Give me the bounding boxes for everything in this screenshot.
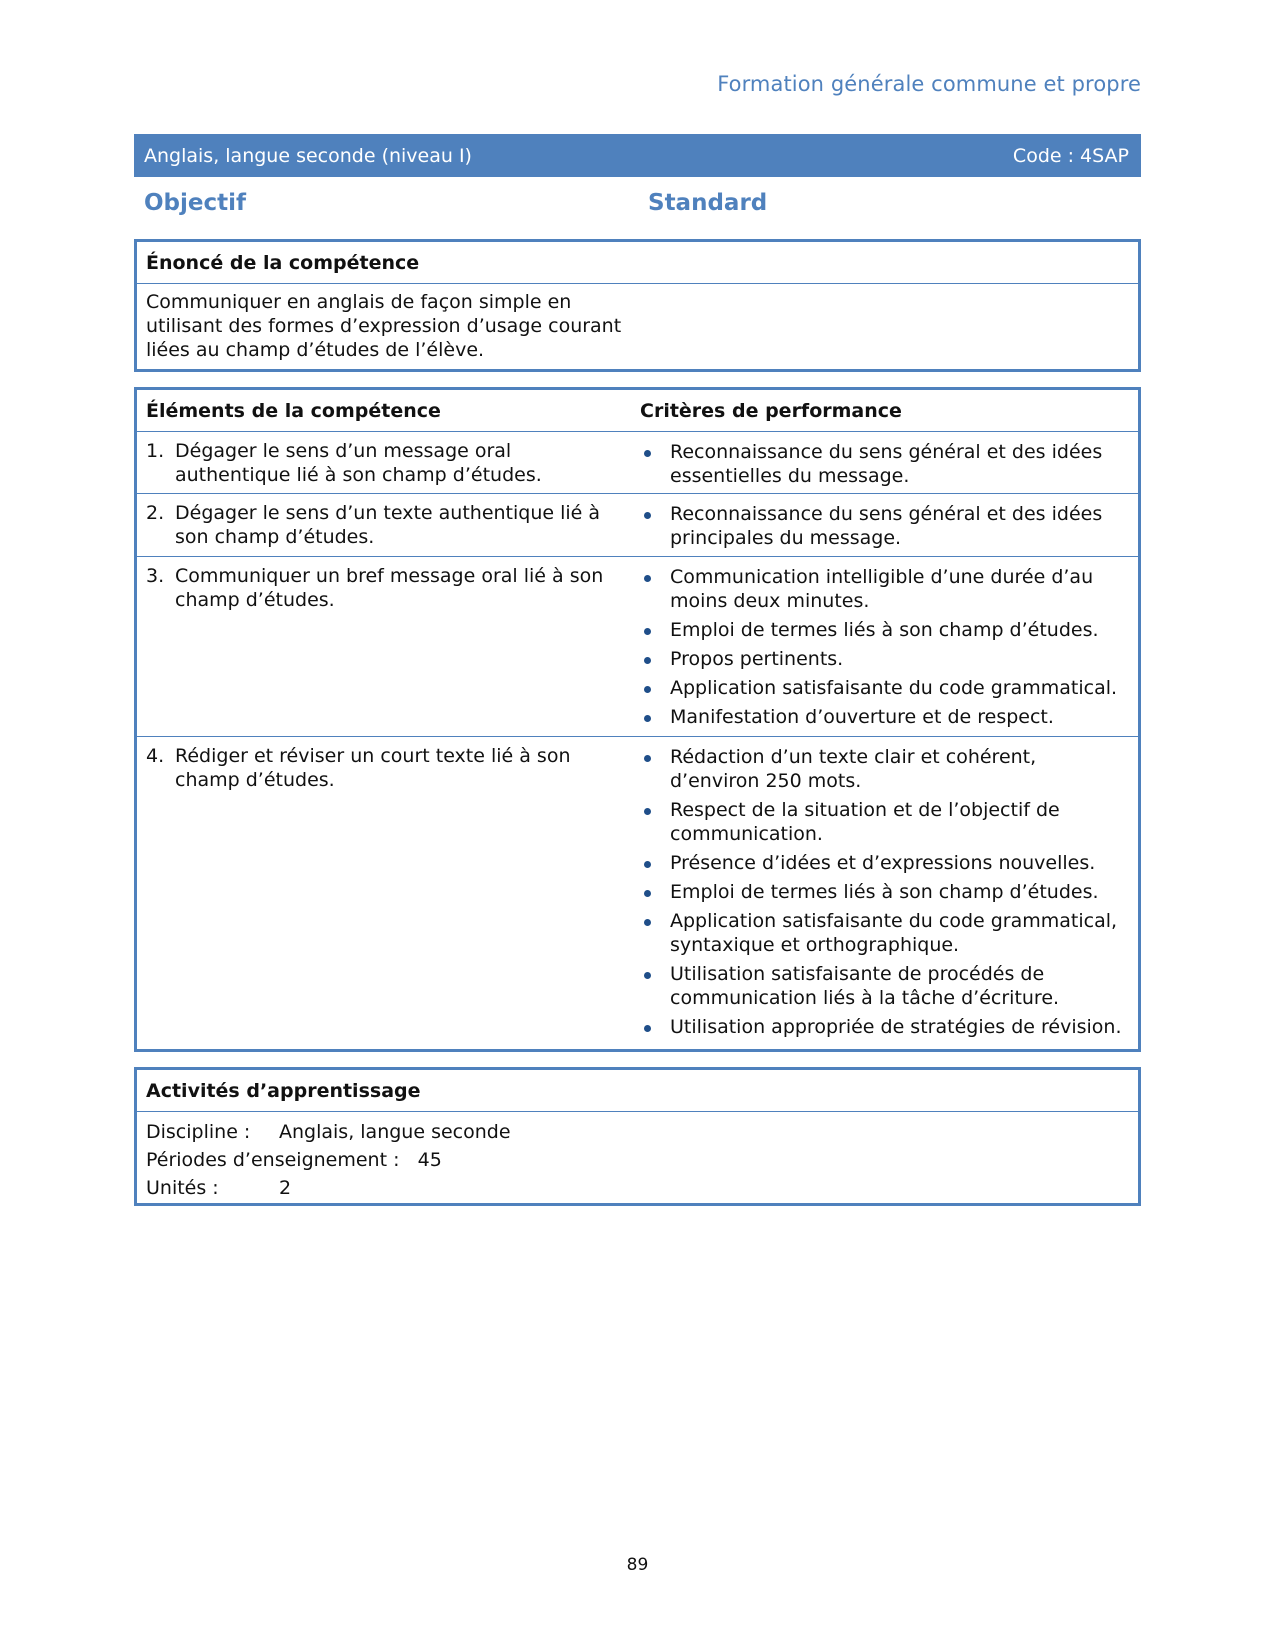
element-cell xyxy=(137,432,631,493)
activites-heading xyxy=(137,1070,1138,1112)
criterion-item: Utilisation appropriée de stratégies de révision. xyxy=(640,1015,1129,1039)
unites-row xyxy=(146,1174,1129,1202)
page-number: 89 xyxy=(626,1555,649,1575)
discipline-label: Discipline : xyxy=(146,1121,251,1143)
element-number: 2. xyxy=(146,502,165,524)
enonce-line: liées au champ d’études de l’élève. xyxy=(146,339,485,361)
criterion-item: Respect de la situation et de l’objectif de communication. xyxy=(640,798,1129,846)
table-header xyxy=(137,390,1138,432)
element-text: Dégager le sens d’un texte authentique lié à son champ d’études. xyxy=(175,502,601,548)
criterion-item: Application satisfaisante du code grammatical. xyxy=(640,676,1129,700)
unites-value: 2 xyxy=(279,1177,292,1199)
criterion-item: Reconnaissance du sens général et des idées principales du message. xyxy=(640,502,1129,550)
course-code: Code : 4SAP xyxy=(1012,144,1129,167)
bullet-icon xyxy=(640,647,670,671)
periodes-value: 45 xyxy=(417,1149,442,1171)
bullet-icon xyxy=(640,440,670,488)
criterion-item: Propos pertinents. xyxy=(640,647,1129,671)
element-cell xyxy=(137,557,631,736)
table-row xyxy=(137,494,1138,557)
criterion-item: Application satisfaisante du code grammatical, syntaxique et orthographique. xyxy=(640,909,1129,957)
bullet-icon xyxy=(640,745,670,793)
bullet-icon xyxy=(640,851,670,875)
criteria-column-header: Critères de performance xyxy=(640,400,902,422)
criterion-item: Présence d’idées et d’expressions nouvelles. xyxy=(640,851,1129,875)
criterion-item: Rédaction d’un texte clair et cohérent, d’environ 250 mots. xyxy=(640,745,1129,793)
bullet-icon xyxy=(640,962,670,1010)
enonce-heading xyxy=(137,242,1138,284)
bullet-icon xyxy=(640,565,670,613)
elements-criteria-table xyxy=(134,387,1141,1052)
element-cell xyxy=(137,737,631,1049)
unites-label: Unités : xyxy=(146,1177,219,1199)
standard-heading: Standard xyxy=(648,190,768,216)
criteria-cell xyxy=(631,494,1138,556)
element-text: Dégager le sens d’un message oral authentique lié à son champ d’études. xyxy=(175,440,542,486)
criteria-cell xyxy=(631,432,1138,493)
criteria-cell xyxy=(631,557,1138,736)
activites-heading-text: Activités d’apprentissage xyxy=(146,1080,421,1102)
enonce-box xyxy=(134,239,1141,372)
element-text: Rédiger et réviser un court texte lié à son champ d’études. xyxy=(175,745,571,791)
bullet-icon xyxy=(640,618,670,642)
elements-column-header: Éléments de la compétence xyxy=(146,400,441,422)
table-row xyxy=(137,557,1138,737)
table-row xyxy=(137,737,1138,1049)
criterion-item: Reconnaissance du sens général et des idées essentielles du message. xyxy=(640,440,1129,488)
course-title: Anglais, langue seconde (niveau I) xyxy=(144,144,472,167)
discipline-row xyxy=(146,1118,1129,1146)
criteria-cell xyxy=(631,737,1138,1049)
bullet-icon xyxy=(640,1015,670,1039)
table-row xyxy=(137,432,1138,494)
criterion-item: Manifestation d’ouverture et de respect. xyxy=(640,705,1129,729)
course-title-bar xyxy=(134,134,1141,177)
running-head: Formation générale commune et propre xyxy=(717,72,1141,96)
element-text: Communiquer un bref message oral lié à son champ d’études. xyxy=(175,565,604,611)
section-headings xyxy=(134,190,1141,224)
element-number: 1. xyxy=(146,440,165,462)
discipline-value: Anglais, langue seconde xyxy=(279,1121,511,1143)
criterion-item: Emploi de termes liés à son champ d’études. xyxy=(640,880,1129,904)
enonce-line: utilisant des formes d’expression d’usage courant xyxy=(146,315,622,337)
activites-body xyxy=(137,1112,1138,1208)
bullet-icon xyxy=(640,909,670,957)
enonce-line: Communiquer en anglais de façon simple en xyxy=(146,291,572,313)
objectif-heading: Objectif xyxy=(144,190,247,216)
activites-box xyxy=(134,1067,1141,1206)
periodes-row xyxy=(146,1146,1129,1174)
element-cell xyxy=(137,494,631,556)
enonce-body xyxy=(137,284,635,368)
enonce-heading-text: Énoncé de la compétence xyxy=(146,252,420,274)
bullet-icon xyxy=(640,502,670,550)
bullet-icon xyxy=(640,705,670,729)
element-number: 3. xyxy=(146,565,165,587)
bullet-icon xyxy=(640,676,670,700)
bullet-icon xyxy=(640,880,670,904)
criterion-item: Communication intelligible d’une durée d’au moins deux minutes. xyxy=(640,565,1129,613)
bullet-icon xyxy=(640,798,670,846)
periodes-label: Périodes d’enseignement : xyxy=(146,1149,418,1171)
criterion-item: Emploi de termes liés à son champ d’études. xyxy=(640,618,1129,642)
element-number: 4. xyxy=(146,745,165,767)
criterion-item: Utilisation satisfaisante de procédés de communication liés à la tâche d’écriture. xyxy=(640,962,1129,1010)
